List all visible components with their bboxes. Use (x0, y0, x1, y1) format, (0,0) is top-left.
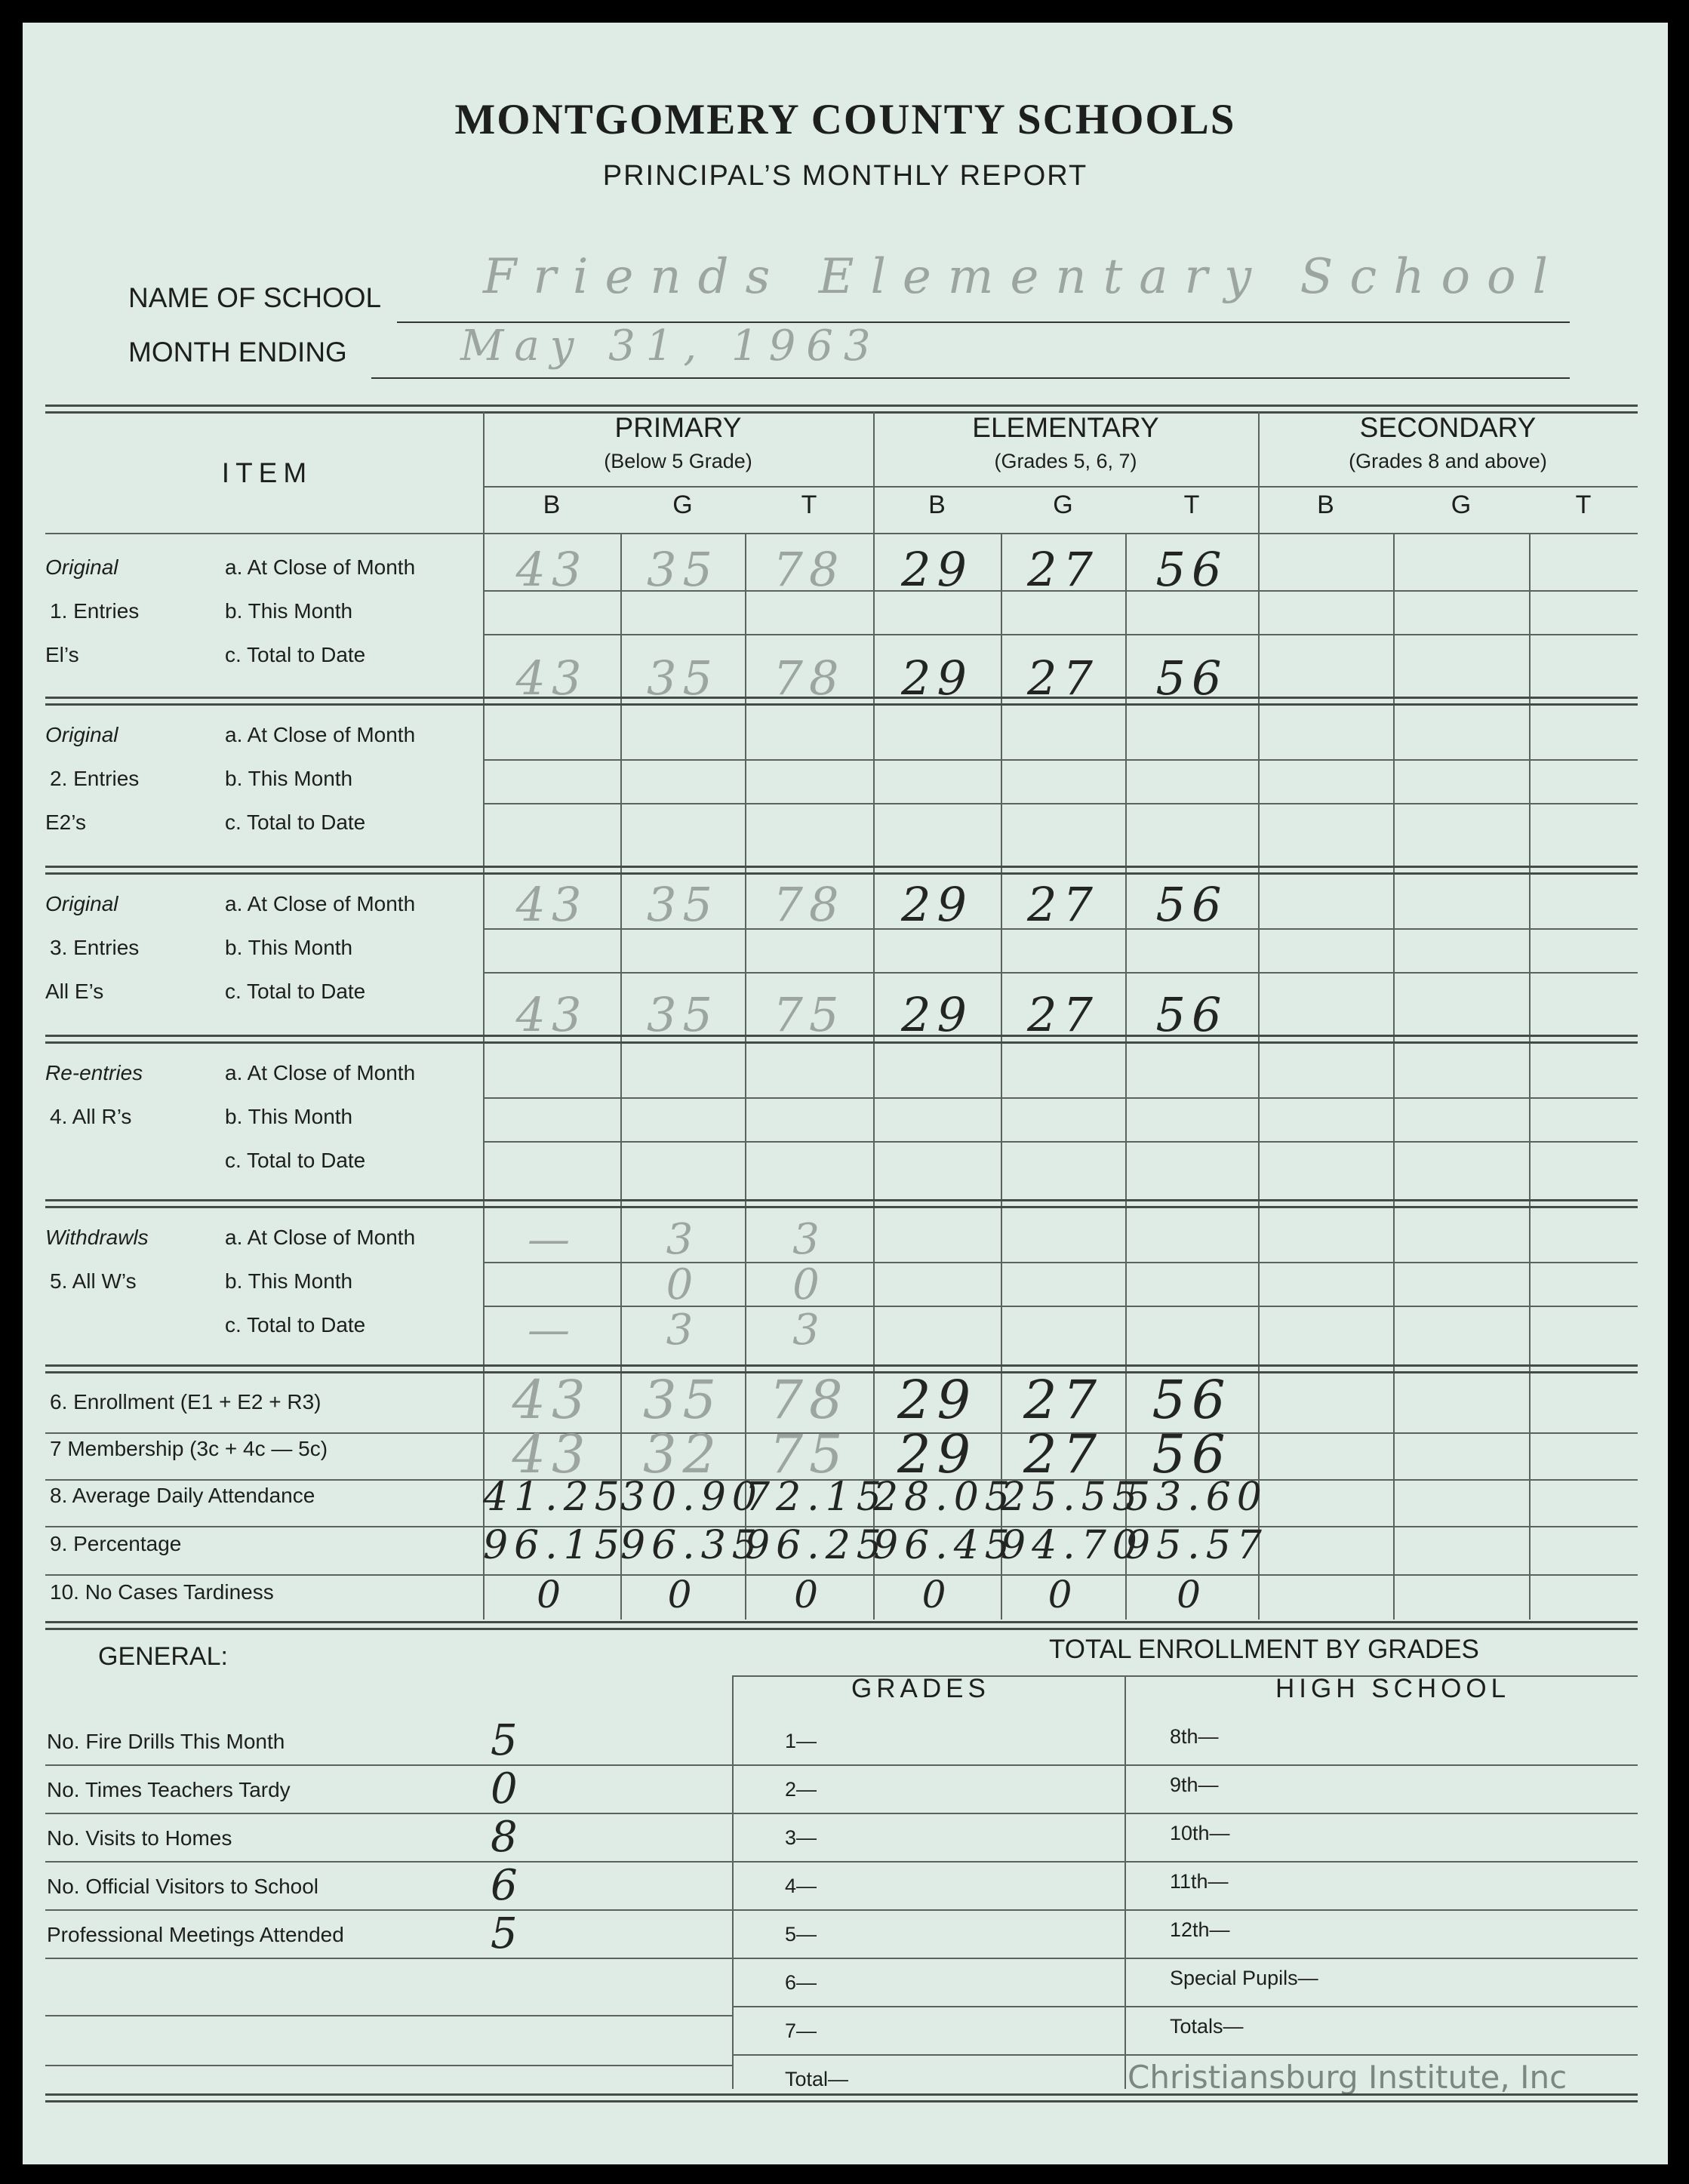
section-code: All E’s (45, 980, 104, 1003)
month-ending-label: MONTH ENDING (128, 337, 347, 368)
cell-entry: 3 (666, 1215, 700, 1264)
form-title: MONTGOMERY COUNTY SCHOOLS (454, 96, 1236, 143)
row-label: b. This Month (225, 767, 353, 790)
cell-entry: 0 (1177, 1573, 1207, 1616)
section-rule (45, 1199, 1638, 1208)
high-school-label: 10th— (1170, 1822, 1230, 1844)
grade-label: 2— (785, 1778, 817, 1801)
cell-entry: 78 (769, 1369, 849, 1431)
grades-row-rule (732, 2054, 1638, 2056)
cell-entry: 35 (642, 1369, 723, 1431)
cell-entry: 35 (647, 542, 718, 597)
high-school-label: HIGH SCHOOL (1275, 1674, 1511, 1703)
grades-row-rule (732, 1909, 1638, 1911)
general-item-label: No. Times Teachers Tardy (47, 1778, 291, 1801)
column-header: T (1575, 491, 1592, 519)
watermark: Christiansburg Institute, Inc (1128, 2059, 1567, 2096)
grade-label: 6— (785, 1971, 817, 1994)
row-label: b. This Month (225, 599, 353, 623)
cell-entry: 3 (792, 1306, 826, 1355)
high-school-label: Special Pupils— (1170, 1967, 1318, 1989)
row-label: b. This Month (225, 1105, 353, 1128)
high-school-label: 11th— (1170, 1870, 1229, 1893)
cell-entry: 43 (515, 987, 588, 1042)
general-row-rule (45, 1764, 732, 1766)
cell-entry: 0 (794, 1573, 824, 1616)
general-item-value: 5 (491, 1716, 518, 1765)
cell-entry: 95.57 (1125, 1523, 1268, 1568)
row-rule (483, 803, 1638, 804)
month-ending-line (371, 377, 1570, 379)
cell-entry: 75 (773, 987, 845, 1042)
section-heading: Withdrawls (45, 1226, 149, 1249)
cell-entry: 27 (1027, 542, 1099, 597)
high-school-label: 9th— (1170, 1773, 1219, 1796)
cell-entry: 78 (773, 542, 845, 597)
section-heading: Original (45, 892, 118, 915)
subheader-rule (483, 486, 1638, 488)
row-label: a. At Close of Month (225, 892, 416, 915)
cell-entry: 27 (1027, 877, 1099, 932)
column-header: T (801, 491, 817, 519)
cell-entry: 94.70 (1001, 1523, 1143, 1568)
cell-entry: 3 (792, 1215, 826, 1264)
summary-label: 9. Percentage (50, 1532, 182, 1555)
cell-entry: 96.45 (873, 1523, 1016, 1568)
cell-entry: 56 (1152, 1369, 1232, 1431)
section-heading: Re-entries (45, 1061, 143, 1084)
row-label: c. Total to Date (225, 811, 366, 834)
general-row-rule (45, 1909, 732, 1911)
column-header: G (1053, 491, 1073, 519)
school-name-value: Friends Elementary School (483, 249, 1564, 305)
grades-row-rule (732, 1813, 1638, 1814)
summary-label: 6. Enrollment (E1 + E2 + R3) (50, 1390, 321, 1413)
grades-row-rule (732, 1958, 1638, 1959)
row-rule (483, 1097, 1638, 1099)
cell-entry: 96.25 (745, 1523, 888, 1568)
general-item-value: 0 (491, 1764, 518, 1813)
grades-row-rule (732, 1861, 1638, 1863)
group-title: SECONDARY (1359, 412, 1537, 443)
grade-label: 1— (785, 1730, 817, 1752)
cell-entry: 35 (647, 651, 718, 706)
general-row-rule (45, 2065, 732, 2066)
column-header-rule (45, 533, 1638, 534)
section-number: 1. Entries (50, 599, 140, 623)
general-item-label: No. Official Visitors to School (47, 1875, 319, 1898)
row-label: a. At Close of Month (225, 1226, 416, 1249)
cell-entry: 29 (897, 1423, 977, 1485)
cell-entry: 96.35 (620, 1523, 763, 1568)
cell-entry: 43 (515, 877, 588, 932)
general-item-value: 8 (491, 1813, 518, 1862)
row-rule (483, 1141, 1638, 1143)
cell-entry: 56 (1152, 1423, 1232, 1485)
grades-row-rule (732, 1764, 1638, 1766)
group-title: PRIMARY (614, 412, 742, 443)
row-label: b. This Month (225, 936, 353, 959)
cell-entry: 0 (667, 1573, 698, 1616)
section-number: 3. Entries (50, 936, 140, 959)
enrollment-by-grades-title: TOTAL ENROLLMENT BY GRADES (1049, 1635, 1479, 1664)
cell-entry: 43 (512, 1423, 592, 1485)
row-rule (483, 634, 1638, 635)
cell-entry: 28.05 (873, 1475, 1016, 1520)
high-school-label: 8th— (1170, 1725, 1219, 1748)
column-divider (1393, 533, 1395, 1620)
item-column-header: ITEM (221, 457, 313, 488)
cell-entry: 96.15 (483, 1523, 626, 1568)
grade-label: 5— (785, 1923, 817, 1946)
cell-entry: 56 (1155, 987, 1228, 1042)
grades-divider (1124, 1675, 1126, 2089)
cell-entry: 29 (901, 877, 973, 932)
general-item-value: 5 (491, 1909, 518, 1958)
section-code: El’s (45, 643, 79, 666)
section-number: 4. All R’s (50, 1105, 132, 1128)
month-ending-value: May 31, 1963 (460, 321, 881, 371)
grades-top-rule (732, 1675, 1638, 1677)
cell-entry: 29 (901, 542, 973, 597)
high-school-label: Totals— (1170, 2015, 1244, 2038)
cell-entry: 43 (512, 1369, 592, 1431)
section-number: 5. All W’s (50, 1269, 137, 1293)
cell-entry: — (528, 1215, 576, 1264)
column-header: T (1183, 491, 1200, 519)
grade-label: 3— (785, 1826, 817, 1849)
row-label: a. At Close of Month (225, 555, 416, 579)
general-row-rule (45, 1861, 732, 1863)
grade-label: Total— (785, 2068, 849, 2090)
row-label: a. At Close of Month (225, 723, 416, 746)
general-row-rule (45, 1958, 732, 1959)
section-rule (45, 866, 1638, 875)
general-row-rule (45, 1813, 732, 1814)
cell-entry: 75 (769, 1423, 849, 1485)
row-label: b. This Month (225, 1269, 353, 1293)
cell-entry: 0 (921, 1573, 952, 1616)
general-label: GENERAL: (98, 1642, 228, 1671)
cell-entry: 0 (1048, 1573, 1078, 1616)
summary-label: 8. Average Daily Attendance (50, 1484, 315, 1507)
column-divider (1529, 533, 1531, 1620)
cell-entry: 27 (1023, 1369, 1103, 1431)
column-header: B (543, 491, 561, 519)
form-subtitle: PRINCIPAL’S MONTHLY REPORT (602, 160, 1088, 192)
cell-entry: 0 (666, 1260, 700, 1309)
cell-entry: 3 (666, 1306, 700, 1355)
column-header: G (1451, 491, 1472, 519)
cell-entry: 56 (1155, 877, 1228, 932)
cell-entry: 32 (642, 1423, 723, 1485)
cell-entry: 29 (897, 1369, 977, 1431)
group-subtitle: (Grades 8 and above) (1349, 450, 1547, 472)
section-number: 2. Entries (50, 767, 140, 790)
column-header: B (1317, 491, 1334, 519)
general-item-label: No. Visits to Homes (47, 1826, 232, 1850)
grades-row-rule (732, 2006, 1638, 2007)
cell-entry: 30.90 (620, 1475, 763, 1520)
cell-entry: 35 (647, 987, 718, 1042)
summary-label: 10. No Cases Tardiness (50, 1580, 274, 1604)
section-code: E2’s (45, 811, 86, 834)
group-title: ELEMENTARY (972, 412, 1159, 443)
grade-label: 4— (785, 1875, 817, 1897)
column-header: B (928, 491, 946, 519)
grades-label: GRADES (851, 1674, 990, 1703)
cell-entry: 43 (515, 542, 588, 597)
cell-entry: 29 (901, 651, 973, 706)
high-school-label: 12th— (1170, 1918, 1230, 1941)
row-label: c. Total to Date (225, 643, 366, 666)
general-item-value: 6 (491, 1861, 518, 1910)
summary-label: 7 Membership (3c + 4c — 5c) (50, 1437, 328, 1460)
row-label: a. At Close of Month (225, 1061, 416, 1084)
section-heading: Original (45, 555, 118, 579)
group-subtitle: (Below 5 Grade) (604, 450, 752, 472)
general-row-rule (45, 2015, 732, 2016)
cell-entry: 43 (515, 651, 588, 706)
group-subtitle: (Grades 5, 6, 7) (994, 450, 1137, 472)
row-label: c. Total to Date (225, 1313, 366, 1337)
column-header: G (672, 491, 693, 519)
cell-entry: 56 (1155, 651, 1228, 706)
cell-entry: 29 (901, 987, 973, 1042)
cell-entry: — (528, 1306, 576, 1355)
general-divider (732, 1675, 734, 2089)
report-form (23, 23, 1668, 2164)
cell-entry: 27 (1027, 651, 1099, 706)
cell-entry: 27 (1027, 987, 1099, 1042)
section-heading: Original (45, 723, 118, 746)
cell-entry: 53.60 (1125, 1475, 1268, 1520)
cell-entry: 41.25 (483, 1475, 626, 1520)
cell-entry: 25.55 (1001, 1475, 1143, 1520)
cell-entry: 35 (647, 877, 718, 932)
cell-entry: 0 (537, 1573, 567, 1616)
school-name-label: NAME OF SCHOOL (128, 282, 382, 313)
general-top-rule (45, 1621, 1638, 1630)
row-label: c. Total to Date (225, 1149, 366, 1172)
cell-entry: 27 (1023, 1423, 1103, 1485)
cell-entry: 0 (792, 1260, 826, 1309)
general-item-label: No. Fire Drills This Month (47, 1730, 285, 1753)
general-item-label: Professional Meetings Attended (47, 1923, 344, 1946)
group-divider (1258, 412, 1260, 1620)
row-rule (483, 759, 1638, 761)
row-rule (483, 972, 1638, 974)
cell-entry: 78 (773, 877, 845, 932)
cell-entry: 78 (773, 651, 845, 706)
cell-entry: 72.15 (745, 1475, 888, 1520)
grade-label: 7— (785, 2019, 817, 2042)
row-label: c. Total to Date (225, 980, 366, 1003)
cell-entry: 56 (1155, 542, 1228, 597)
